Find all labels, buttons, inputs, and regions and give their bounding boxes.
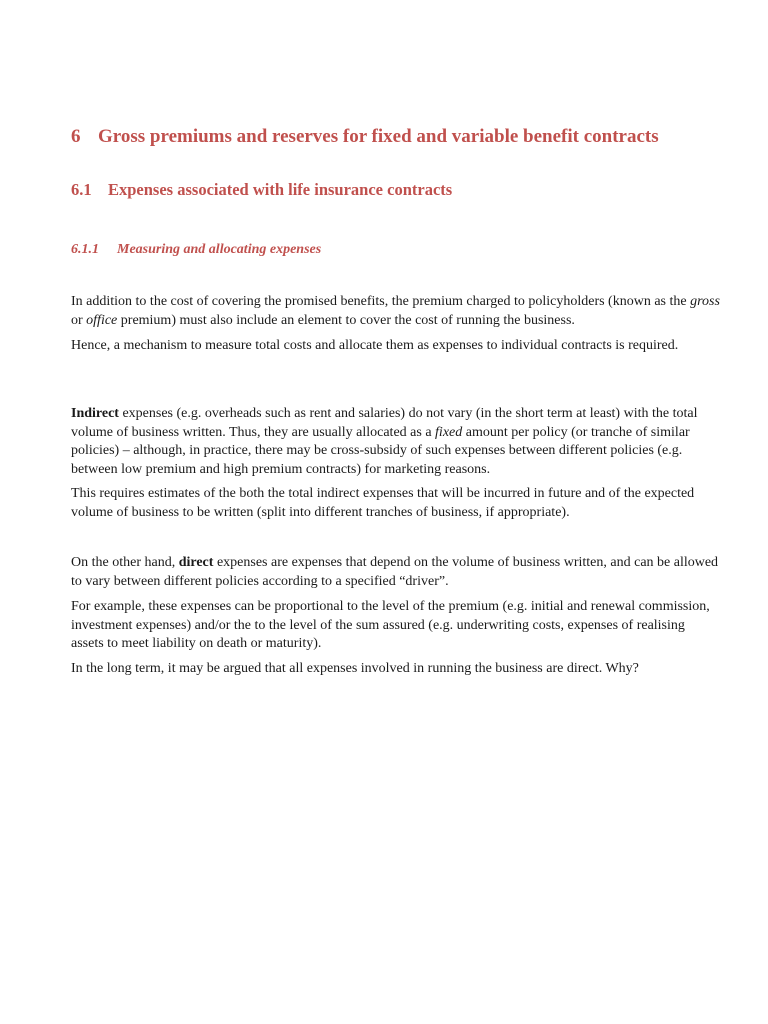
section-heading-6 — [71, 126, 731, 148]
text-run: amount per policy (or tranche of similar policies) – although, in practice, there may be cross-subsidy of such expenses between different policies (e.g. between low premium and high premium contracts) for marketing reasons. — [71, 424, 690, 477]
subsection-number: 6.1 — [71, 180, 92, 199]
paragraph-mechanism: Hence, a mechanism to measure total costs and allocate them as expenses to individual contracts is required. — [71, 338, 679, 353]
paragraph-gross-premium — [71, 293, 721, 330]
section-number: 6 — [71, 126, 81, 147]
subsection-title: Expenses associated with life insurance contracts — [108, 180, 453, 199]
text-run: In addition to the cost of covering the promised benefits, the premium charged to policyholders (known as the — [71, 294, 691, 309]
text-run: or — [71, 312, 87, 328]
subsubsection-heading-6-1-1 — [71, 242, 321, 258]
paragraph-estimates: This requires estimates of the both the total indirect expenses that will be incurred in future and of the expected volume of business to be written (split into different tranches of business, if appropriate). — [71, 486, 695, 520]
paragraph-long-term-question: In the long term, it may be argued that all expenses involved in running the business are direct. Why? — [71, 661, 639, 676]
emphasis-fixed: fixed — [435, 424, 463, 440]
emphasis-gross: gross — [690, 294, 720, 309]
text-run: expenses (e.g. overheads such as rent and salaries) do not vary (in the short term at least) with the total volume of business written. Thus, they are usually allocated as a — [71, 406, 698, 440]
paragraph-example: For example, these expenses can be proportional to the level of the premium (e.g. initial and renewal commission, investment expenses) and/or the to the level of the sum assured (e.g. underwriting costs, expenses of realising assets to meet liability on death or maturity). — [71, 599, 710, 651]
subsubsection-number: 6.1.1 — [71, 242, 99, 257]
bold-indirect: Indirect — [71, 406, 119, 421]
paragraph-direct-expenses — [71, 554, 721, 591]
subsubsection-title: Measuring and allocating expenses — [117, 242, 322, 257]
paragraph-indirect-expenses — [71, 405, 721, 479]
text-run: premium) must also include an element to cover the cost of running the business. — [117, 312, 575, 328]
emphasis-office: office — [86, 312, 118, 328]
subsection-heading-6-1 — [71, 180, 452, 200]
bold-direct: direct — [178, 555, 214, 570]
section-title: Gross premiums and reserves for fixed and variable benefit contracts — [98, 126, 659, 147]
text-run: expenses are expenses that depend on the volume of business written, and can be allowed to vary between different policies according to a specified “driver”. — [71, 555, 719, 589]
text-run: On the other hand, — [71, 555, 179, 570]
